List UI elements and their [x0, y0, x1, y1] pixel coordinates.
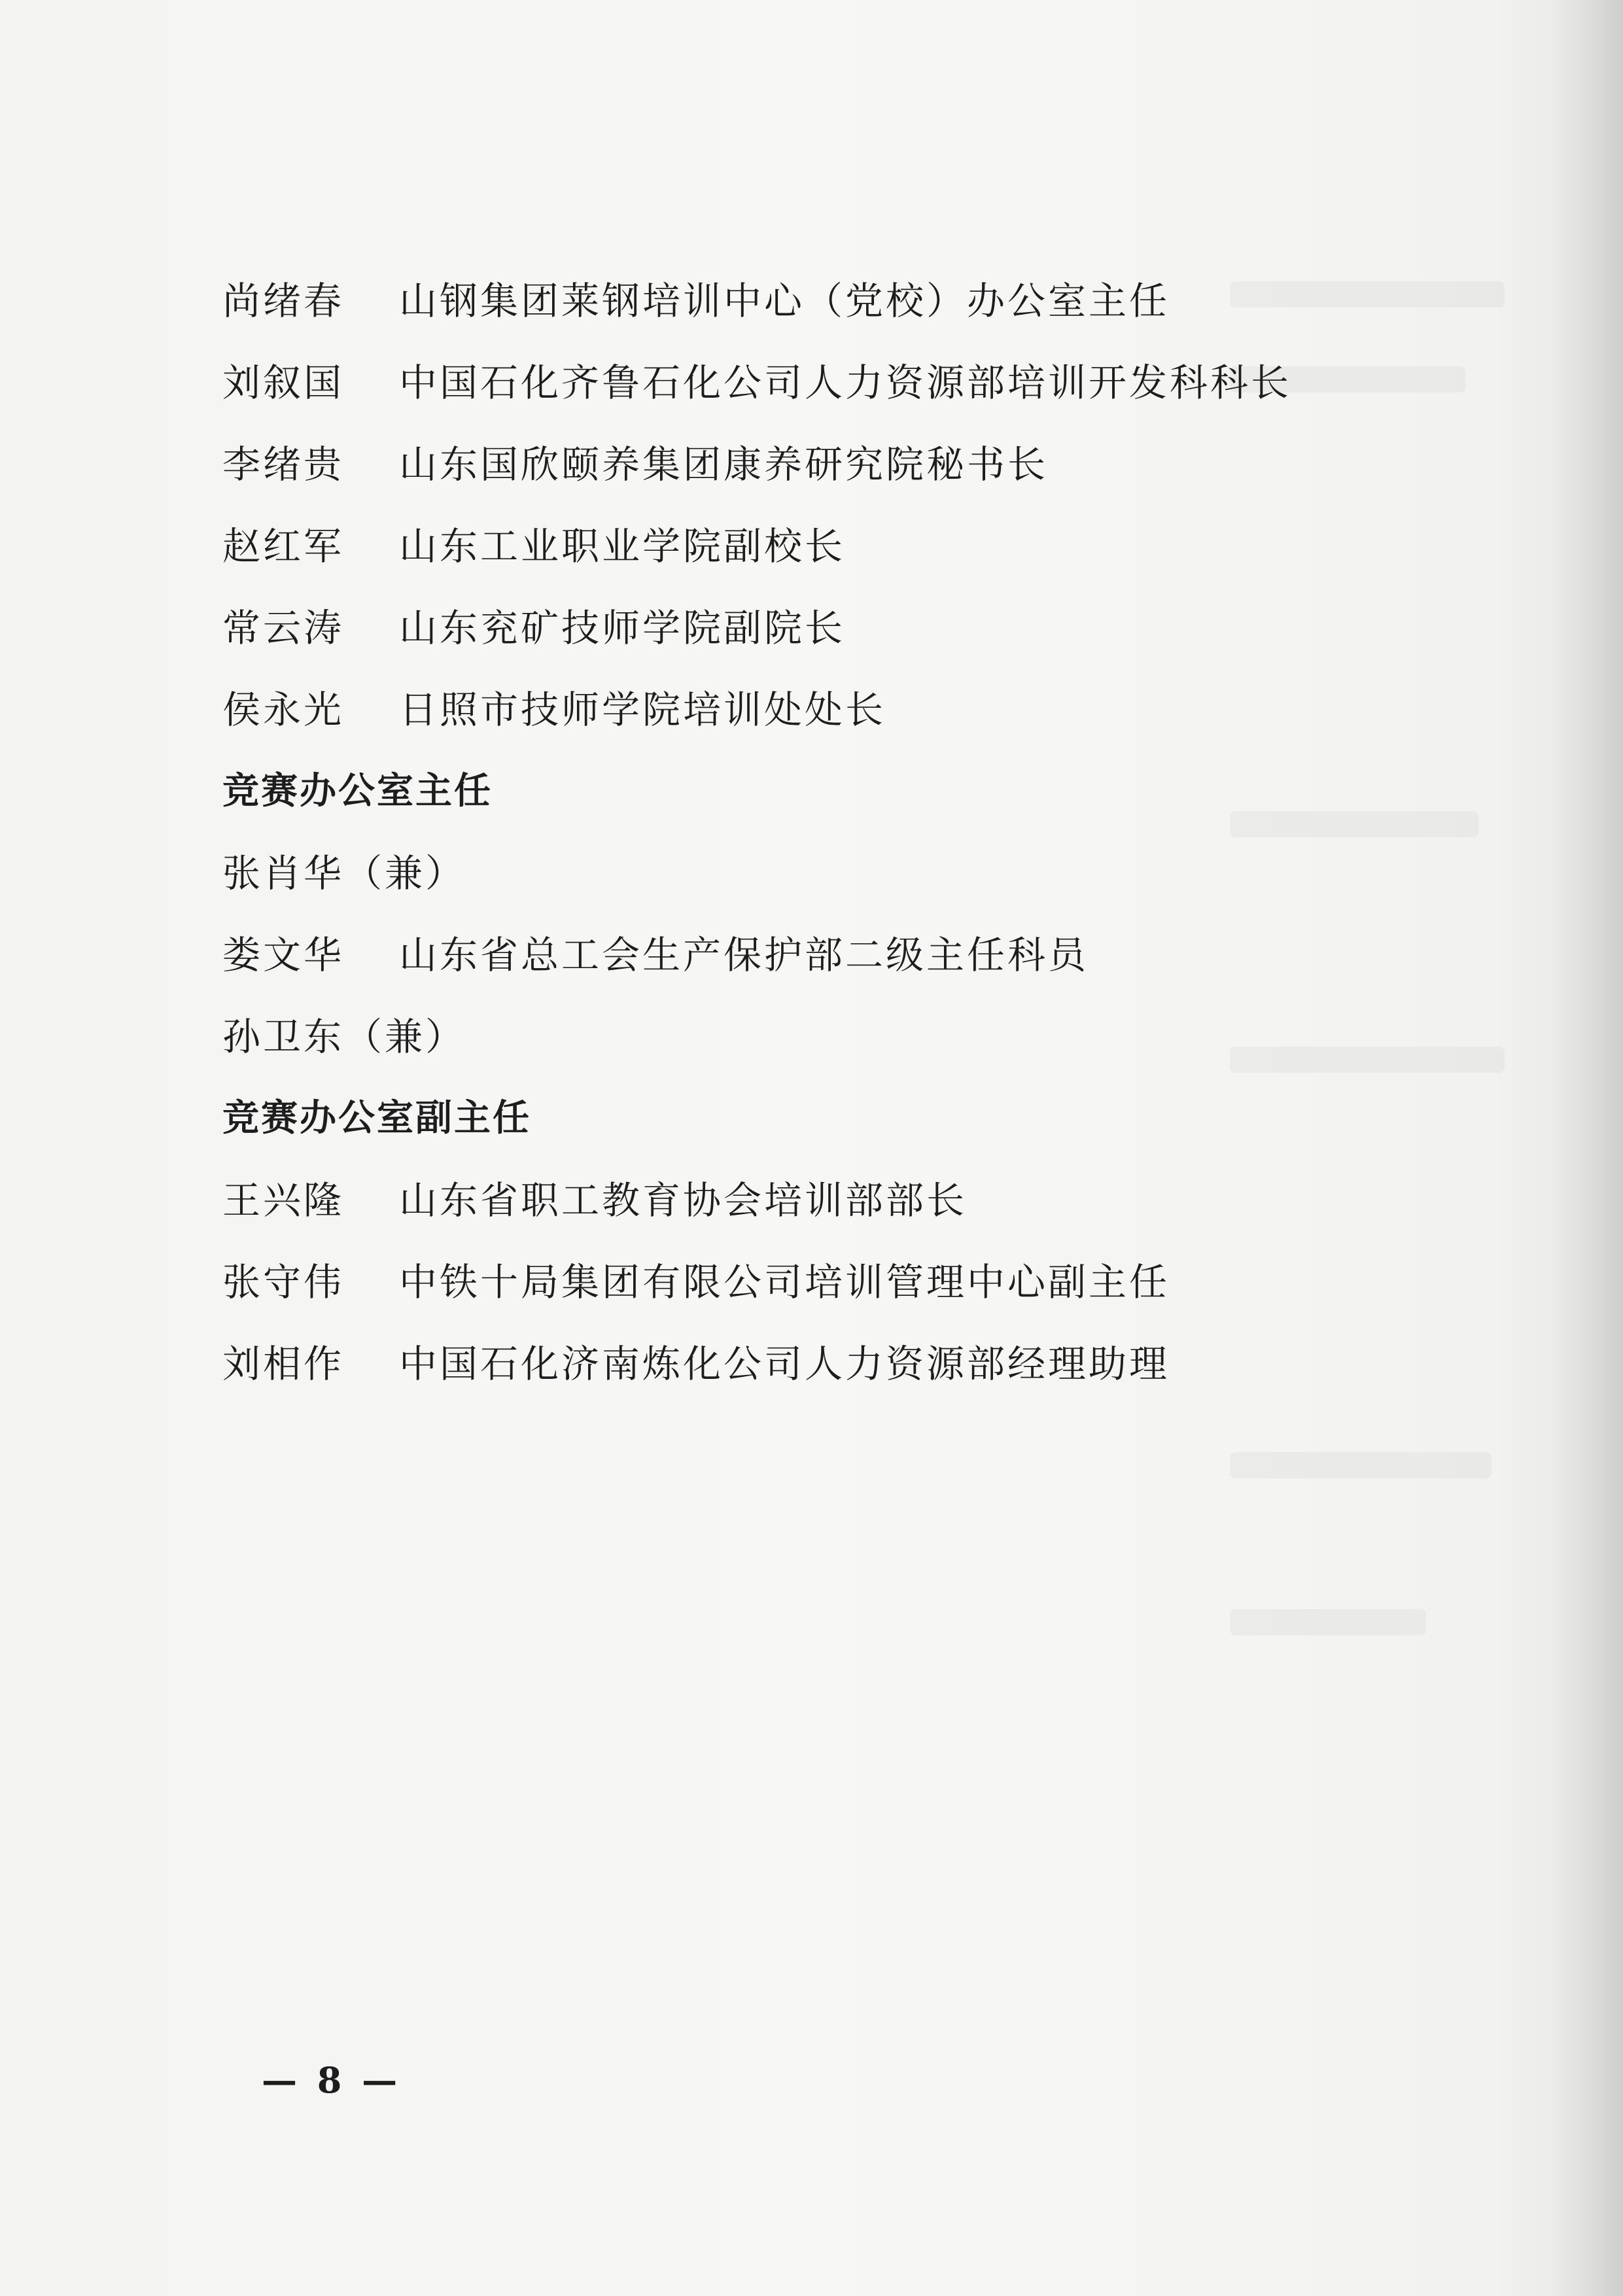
member-row — [222, 1338, 1170, 1390]
bleed-through-mark — [1230, 1452, 1492, 1478]
member-name: 尚绪春 — [222, 279, 345, 323]
member-row — [222, 602, 845, 654]
member-name: 刘叙国 — [222, 360, 345, 405]
member-row — [222, 684, 886, 736]
member-row — [222, 357, 1291, 409]
member-title: 山东省总工会生产保护部二级主任科员 — [399, 933, 1089, 977]
member-name: 孙卫东（兼） — [222, 1015, 466, 1059]
member-name: 侯永光 — [222, 687, 345, 732]
member-name: 常云涛 — [222, 606, 345, 650]
member-name: 张守伟 — [222, 1260, 345, 1304]
member-row — [222, 847, 466, 899]
member-row — [222, 520, 845, 572]
member-title: 中国石化齐鲁石化公司人力资源部培训开发科科长 — [399, 360, 1292, 405]
member-row — [222, 1256, 1170, 1308]
bleed-through-mark — [1230, 281, 1505, 307]
member-name: 赵红军 — [222, 524, 345, 568]
member-name: 张肖华（兼） — [222, 851, 466, 896]
member-title: 山钢集团莱钢培训中心（党校）办公室主任 — [399, 279, 1170, 323]
section-heading-director: 竞赛办公室主任 — [222, 770, 493, 812]
bleed-through-mark — [1230, 1609, 1426, 1635]
page-edge-shadow — [1551, 0, 1623, 2296]
member-row — [222, 275, 1170, 327]
section-heading-deputy: 竞赛办公室副主任 — [222, 1097, 531, 1139]
member-row — [222, 438, 1048, 491]
member-name: 娄文华 — [222, 933, 345, 977]
member-title: 中铁十局集团有限公司培训管理中心副主任 — [399, 1260, 1170, 1304]
member-name: 王兴隆 — [222, 1178, 345, 1223]
page-number: — 8 — — [262, 2059, 402, 2101]
bleed-through-mark — [1230, 811, 1478, 837]
member-row — [222, 1174, 967, 1226]
member-name: 刘相作 — [222, 1342, 345, 1386]
member-title: 山东工业职业学院副校长 — [399, 524, 846, 568]
member-title: 山东国欣颐养集团康养研究院秘书长 — [399, 442, 1049, 487]
member-row — [222, 929, 1089, 981]
member-title: 日照市技师学院培训处处长 — [399, 687, 886, 732]
member-title: 中国石化济南炼化公司人力资源部经理助理 — [399, 1342, 1170, 1386]
member-title: 山东兖矿技师学院副院长 — [399, 606, 846, 650]
member-row — [222, 1011, 466, 1063]
member-name: 李绪贵 — [222, 442, 345, 487]
bleed-through-mark — [1230, 1047, 1505, 1073]
member-title: 山东省职工教育协会培训部部长 — [399, 1178, 968, 1223]
